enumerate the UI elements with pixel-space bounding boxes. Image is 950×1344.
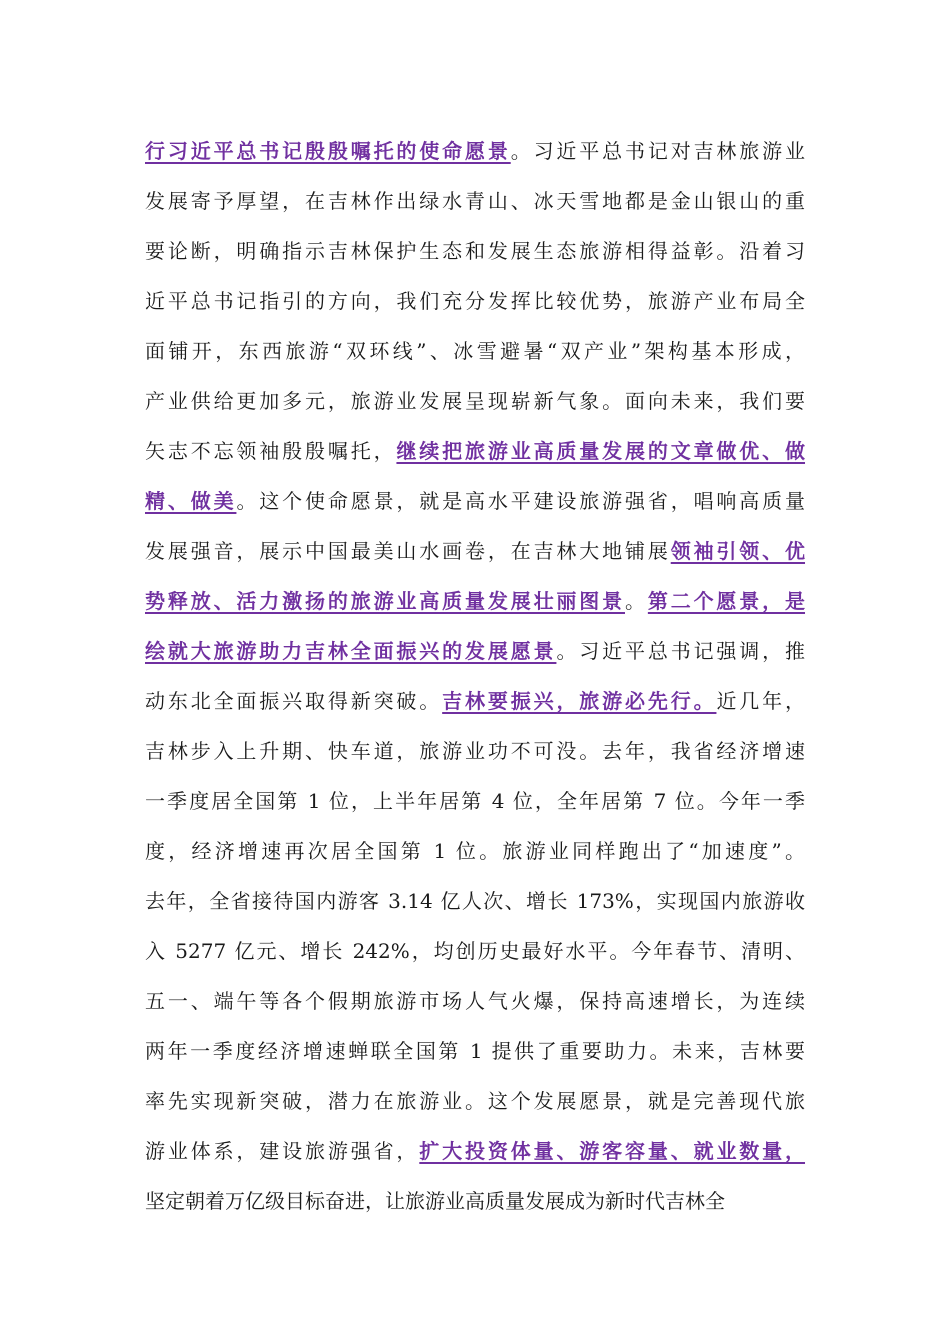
text-line bbox=[145, 476, 805, 526]
body-text: 度，经济增速再次居全国第 1 位。旅游业同样跑出了“加速度”。 bbox=[145, 839, 805, 863]
body-text: 游业体系，建设旅游强省， bbox=[145, 1139, 420, 1163]
text-line bbox=[145, 726, 805, 776]
highlighted-phrase: 继续把旅游业高质量发展的文章做优、做 bbox=[396, 439, 806, 463]
body-text: 吉林步入上升期、快车道，旅游业功不可没。去年，我省经济增速 bbox=[145, 739, 805, 763]
body-text: 发展寄予厚望，在吉林作出绿水青山、冰天雪地都是金山银山的重 bbox=[145, 189, 805, 213]
text-line bbox=[145, 626, 805, 676]
text-line bbox=[145, 926, 805, 976]
text-line bbox=[145, 426, 805, 476]
text-line bbox=[145, 976, 805, 1026]
body-text: 。习近平总书记强调，推 bbox=[556, 639, 806, 663]
text-line bbox=[145, 826, 805, 876]
highlighted-phrase: 行习近平总书记殷殷嘱托的使命愿景 bbox=[145, 139, 511, 163]
body-text: 近几年， bbox=[716, 689, 806, 713]
body-text: 动东北全面振兴取得新突破。 bbox=[145, 689, 443, 713]
body-text: 。这个使命愿景，就是高水平建设旅游强省，唱响高质量 bbox=[236, 489, 806, 513]
highlighted-phrase: 绘就大旅游助力吉林全面振兴的发展愿景 bbox=[145, 639, 557, 663]
text-line bbox=[145, 576, 805, 626]
body-text: 要论断，明确指示吉林保护生态和发展生态旅游相得益彰。沿着习 bbox=[145, 239, 805, 263]
text-line bbox=[145, 376, 805, 426]
body-text: 坚定朝着万亿级目标奋进，让旅游业高质量发展成为新时代吉林全 bbox=[145, 1189, 725, 1213]
body-text: 率先实现新突破，潜力在旅游业。这个发展愿景，就是完善现代旅 bbox=[145, 1089, 805, 1113]
body-text: 一季度居全国第 1 位，上半年居第 4 位，全年居第 7 位。今年一季 bbox=[145, 789, 805, 813]
text-line bbox=[145, 876, 805, 926]
text-line bbox=[145, 276, 805, 326]
body-text: 矢志不忘领袖殷殷嘱托， bbox=[145, 439, 397, 463]
body-paragraph bbox=[145, 126, 805, 1226]
body-text: 发展强音，展示中国最美山水画卷，在吉林大地铺展 bbox=[145, 539, 671, 563]
text-line bbox=[145, 526, 805, 576]
text-line bbox=[145, 1126, 805, 1176]
text-line bbox=[145, 176, 805, 226]
body-text: 近平总书记指引的方向，我们充分发挥比较优势，旅游产业布局全 bbox=[145, 289, 805, 313]
body-text: 两年一季度经济增速蝉联全国第 1 提供了重要助力。未来，吉林要 bbox=[145, 1039, 805, 1063]
text-line bbox=[145, 1176, 805, 1226]
highlighted-phrase: 扩大投资体量、游客容量、就业数量， bbox=[419, 1139, 806, 1163]
highlighted-phrase: 领袖引领、优 bbox=[670, 539, 806, 563]
body-text: 五一、端午等各个假期旅游市场人气火爆，保持高速增长，为连续 bbox=[145, 989, 805, 1013]
highlighted-phrase: 势释放、活力激扬的旅游业高质量发展壮丽图景 bbox=[145, 589, 625, 613]
text-line bbox=[145, 1026, 805, 1076]
highlighted-phrase: 吉林要振兴，旅游必先行。 bbox=[442, 689, 717, 713]
text-line bbox=[145, 226, 805, 276]
text-line bbox=[145, 326, 805, 376]
body-text: 去年，全省接待国内游客 3.14 亿人次、增长 173%，实现国内旅游收 bbox=[145, 889, 805, 913]
body-text: 面铺开，东西旅游“双环线”、冰雪避暑“双产业”架构基本形成， bbox=[145, 339, 805, 363]
body-text: 产业供给更加多元，旅游业发展呈现崭新气象。面向未来，我们要 bbox=[145, 389, 805, 413]
text-line bbox=[145, 1076, 805, 1126]
text-line bbox=[145, 676, 805, 726]
body-text: 。习近平总书记对吉林旅游业 bbox=[510, 139, 806, 163]
body-text: 入 5277 亿元、增长 242%，均创历史最好水平。今年春节、清明、 bbox=[145, 939, 805, 963]
text-line bbox=[145, 126, 805, 176]
highlighted-phrase: 精、做美 bbox=[145, 489, 237, 513]
text-line bbox=[145, 776, 805, 826]
highlighted-phrase: 第二个愿景，是 bbox=[647, 589, 806, 613]
body-text: 。 bbox=[625, 589, 648, 613]
